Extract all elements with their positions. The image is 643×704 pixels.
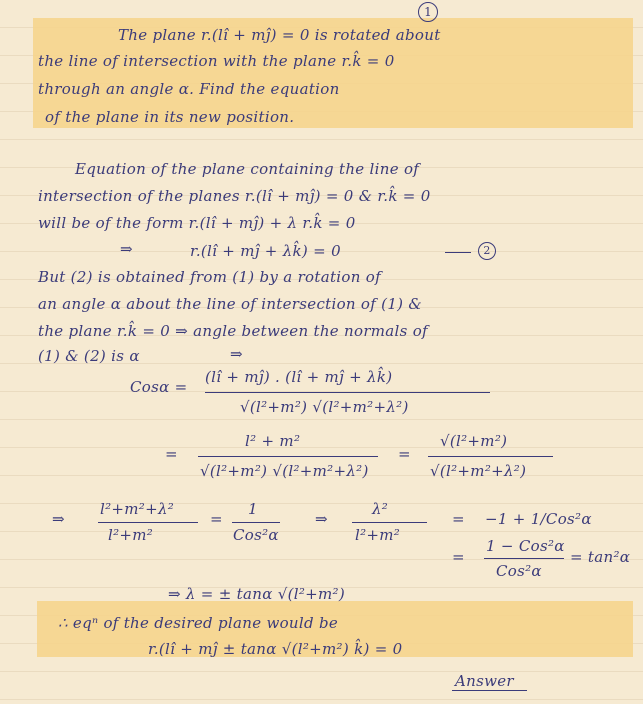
step3-left-denominator: l²+m² xyxy=(108,526,154,544)
eq2-arrow: ⇒ xyxy=(120,240,133,258)
step3-rhs: −1 + 1/Cos²α xyxy=(485,510,592,528)
reason-line-2: an angle α about the line of intersection of (1) & xyxy=(38,295,423,313)
step3-arrow2: ⇒ xyxy=(315,510,328,528)
eq2-dash xyxy=(445,252,471,253)
reason-line-4: (1) & (2) is α xyxy=(38,347,140,365)
step4-denominator: Cos²α xyxy=(496,562,542,580)
step3-left-bar xyxy=(98,522,198,523)
answer-underline xyxy=(452,690,527,691)
reason-arrow: ⇒ xyxy=(230,345,243,363)
step3-right-bar xyxy=(352,522,427,523)
step3-right-denominator: l²+m² xyxy=(355,526,401,544)
step2-right-denominator: √(l²+m²+λ²) xyxy=(430,462,527,480)
cos-lhs: Cosα = xyxy=(130,378,188,396)
step2-right-numerator: √(l²+m²) xyxy=(440,432,508,450)
eq2: r.(lî + mĵ + λk̂) = 0 xyxy=(190,242,341,260)
question-line-1: The plane r.(lî + mĵ) = 0 is rotated about xyxy=(118,26,441,44)
question-line-2: the line of intersection with the plane r.k̂ = 0 xyxy=(38,52,395,70)
reason-line-3: the plane r.k̂ = 0 ⇒ angle between the normals of xyxy=(38,322,428,340)
step3-arrow: ⇒ xyxy=(52,510,65,528)
question-line-3: through an angle α. Find the equation xyxy=(38,80,340,98)
cos-fraction-bar xyxy=(205,392,490,393)
lambda-result: ⇒ λ = ± tanα √(l²+m²) xyxy=(168,585,345,603)
step3-eq2: = xyxy=(452,510,465,528)
step2-numerator: l² + m² xyxy=(245,432,301,450)
step2-eq2: = xyxy=(398,445,411,463)
step3-mid-denominator: Cos²α xyxy=(233,526,279,544)
question-line-4: of the plane in its new position. xyxy=(45,108,295,126)
step3-eq: = xyxy=(210,510,223,528)
eq2-tag-wrap xyxy=(478,240,496,260)
conclusion-line: ∴ eqⁿ of the desired plane would be xyxy=(58,614,339,632)
step2-fraction-bar xyxy=(198,456,378,457)
question-number-badge: 1 xyxy=(418,2,438,22)
final-equation: r.(lî + mĵ ± tanα √(l²+m²) k̂) = 0 xyxy=(148,640,403,658)
cos-denominator: √(l²+m²) √(l²+m²+λ²) xyxy=(240,398,409,416)
step2-right-fraction-bar xyxy=(428,456,553,457)
step4-numerator: 1 − Cos²α xyxy=(486,537,565,555)
step2-eq: = xyxy=(165,445,178,463)
solution-intro-3: will be of the form r.(lî + mĵ) + λ r.k̂ = 0 xyxy=(38,214,356,232)
step4-rhs: = tan²α xyxy=(570,548,631,566)
step2-denominator: √(l²+m²) √(l²+m²+λ²) xyxy=(200,462,369,480)
answer-label: Answer xyxy=(455,672,514,690)
step3-right-numerator: λ² xyxy=(372,500,389,518)
step4-eq: = xyxy=(452,548,465,566)
reason-line-1: But (2) is obtained from (1) by a rotation of xyxy=(38,268,381,286)
solution-intro-1: Equation of the plane containing the line of xyxy=(75,160,420,178)
step3-mid-numerator: 1 xyxy=(248,500,258,518)
cos-numerator: (lî + mĵ) . (lî + mĵ + λk̂) xyxy=(205,368,393,386)
eq2-tag: 2 xyxy=(478,242,496,260)
step3-left-numerator: l²+m²+λ² xyxy=(100,500,175,518)
solution-intro-2: intersection of the planes r.(lî + mĵ) = 0 & r.k̂ = 0 xyxy=(38,187,431,205)
step3-mid-bar xyxy=(232,522,280,523)
step4-bar xyxy=(484,558,564,559)
